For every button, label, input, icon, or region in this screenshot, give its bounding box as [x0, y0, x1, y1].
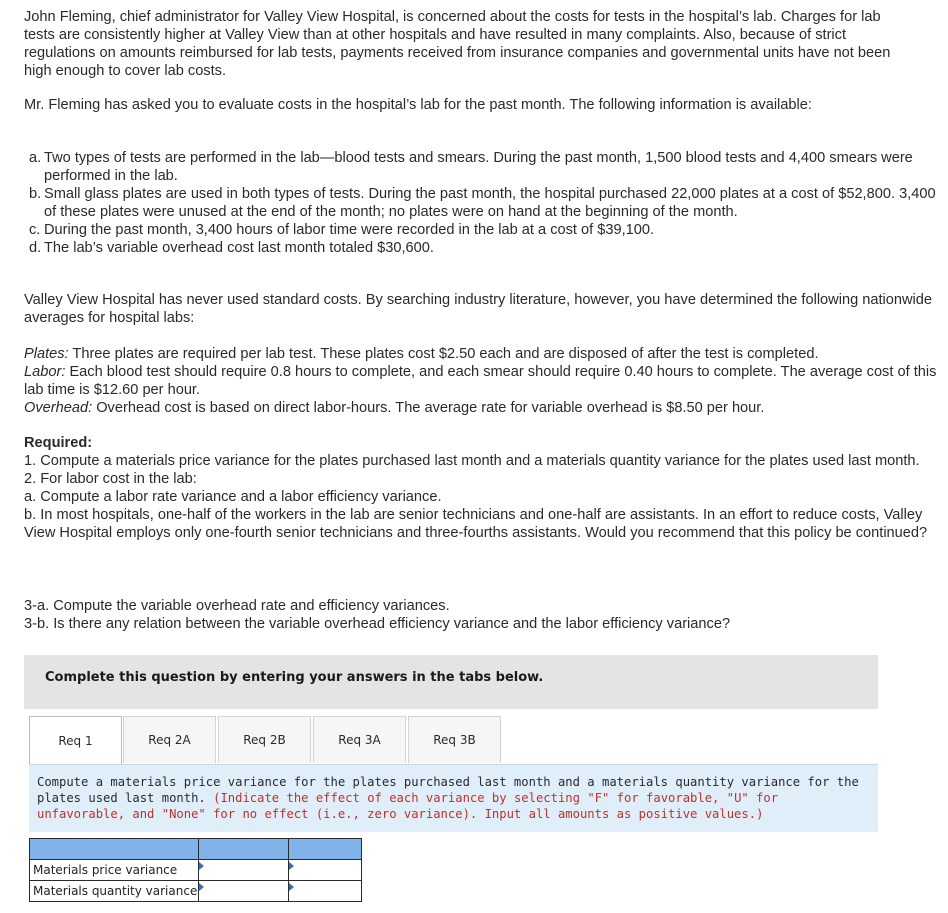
overhead-standard — [24, 399, 939, 417]
intro-request: Mr. Fleming has asked you to evaluate costs in the hospital’s lab for the past month. The following information is available: — [24, 97, 812, 113]
row-label: Materials quantity variance — [30, 881, 199, 902]
intro-line: tests are consistently higher at Valley View than at other hospitals and have resulted in many complaints. Also, because of strict — [24, 27, 847, 43]
plates-standard — [24, 345, 939, 363]
overhead-text: Overhead cost is based on direct labor-hours. The average rate for variable overhead is $8.50 per hour. — [92, 400, 765, 416]
required-item-2: 2. For labor cost in the lab: — [24, 471, 197, 487]
question-text: Compute a materials price variance for the plates purchased last month and a materials quantity variance for the plates used last month. — [37, 775, 859, 805]
table-row — [30, 881, 362, 902]
dropdown-marker-icon — [199, 862, 204, 870]
required-item-3b: 3-b. Is there any relation between the variable overhead efficiency variance and the labor efficiency variance? — [24, 616, 731, 632]
answer-table — [29, 838, 362, 902]
intro-line: regulations on amounts reimbursed for lab tests, payments received from insurance companies and governmental units have not been — [24, 45, 891, 61]
tab-req-2a[interactable]: Req 2A — [123, 716, 216, 763]
required-heading: Required: — [24, 435, 93, 451]
answer-table-header — [30, 839, 362, 860]
price-variance-amount-value[interactable] — [199, 861, 288, 880]
dropdown-marker-icon — [199, 883, 204, 891]
intro-line: John Fleming, chief administrator for Valley View Hospital, is concerned about the costs for tests in the hospital’s lab. Charges for lab — [24, 9, 881, 25]
list-item — [29, 185, 944, 221]
required-item-2b: b. In most hospitals, one-half of the workers in the lab are senior technicians and one-half are assistants. In an effort to reduce costs, Valley View Hospital employs only one-fourth senior technicians and three-fourths assistants. Would you recommend that this policy be continued? — [24, 507, 928, 541]
intro-paragraph — [24, 8, 948, 80]
nationwide-paragraph: Valley View Hospital has never used standard costs. By searching industry literature, however, you have determined the following nationwide averages for hospital labs: — [24, 292, 933, 326]
list-item — [29, 239, 944, 257]
list-item — [29, 221, 944, 239]
price-variance-effect-value[interactable] — [289, 861, 361, 880]
plates-text: Three plates are required per lab test. These plates cost $2.50 each and are disposed of after the test is completed. — [68, 346, 819, 362]
required-block — [24, 434, 948, 542]
row-label: Materials price variance — [30, 860, 199, 881]
required-3-block — [24, 597, 730, 633]
labor-label: Labor: — [24, 364, 66, 380]
header-cell — [199, 839, 289, 860]
tab-req-2b[interactable]: Req 2B — [218, 716, 311, 763]
labor-standard — [24, 363, 939, 399]
list-item-text: The lab’s variable overhead cost last month totaled $30,600. — [44, 240, 434, 256]
list-item-text: Small glass plates are used in both types of tests. During the past month, the hospital purchased 22,000 plates at a cost of $52,800. 3,400 of these plates were unused at the end of the month; no plates were on hand at the beginning of the month. — [44, 186, 936, 220]
dropdown-marker-icon — [289, 862, 294, 870]
header-cell — [30, 839, 199, 860]
instruction-banner — [24, 655, 878, 709]
quantity-variance-effect-value[interactable] — [289, 882, 361, 901]
tab-req-3a[interactable]: Req 3A — [313, 716, 406, 763]
quantity-variance-amount-input[interactable] — [199, 881, 289, 902]
info-list — [29, 149, 944, 257]
price-variance-effect-select[interactable] — [289, 860, 362, 881]
required-item-1: 1. Compute a materials price variance for the plates purchased last month and a materials quantity variance for the plates used last month. — [24, 453, 920, 469]
dropdown-marker-icon — [289, 883, 294, 891]
price-variance-amount-input[interactable] — [199, 860, 289, 881]
labor-text: Each blood test should require 0.8 hours to complete, and each smear should require 0.40 hours to complete. The average cost of this lab time is $12.60 per hour. — [24, 364, 937, 398]
table-row — [30, 860, 362, 881]
tab-req-1[interactable]: Req 1 — [29, 716, 122, 764]
list-item-text: During the past month, 3,400 hours of labor time were recorded in the lab at a cost of $39,100. — [44, 222, 655, 238]
list-item-label: d. — [29, 240, 42, 256]
standards-block — [24, 345, 939, 417]
quantity-variance-amount-value[interactable] — [199, 882, 288, 901]
header-cell — [289, 839, 362, 860]
question-prompt — [29, 764, 878, 832]
required-item-3a: 3-a. Compute the variable overhead rate and efficiency variances. — [24, 598, 450, 614]
quantity-variance-effect-select[interactable] — [289, 881, 362, 902]
intro-line: high enough to cover lab costs. — [24, 63, 227, 79]
required-item-2a: a. Compute a labor rate variance and a labor efficiency variance. — [24, 489, 442, 505]
overhead-label: Overhead: — [24, 400, 93, 416]
list-item-label: b. — [29, 186, 42, 202]
banner-text: Complete this question by entering your answers in the tabs below. — [45, 670, 544, 685]
list-item-label: c. — [29, 222, 41, 238]
list-item-text: Two types of tests are performed in the lab—blood tests and smears. During the past month, 1,500 blood tests and 4,400 smears were performed in the lab. — [44, 150, 913, 184]
plates-label: Plates: — [24, 346, 69, 362]
tab-req-3b[interactable]: Req 3B — [408, 716, 501, 763]
list-item — [29, 149, 944, 185]
question-instruction: (Indicate the effect of each variance by selecting "F" for favorable, "U" for unfavorable, and "None" for no effect (i.e., zero variance). Input all amounts as positive values.) — [37, 791, 779, 821]
list-item-label: a. — [29, 150, 42, 166]
